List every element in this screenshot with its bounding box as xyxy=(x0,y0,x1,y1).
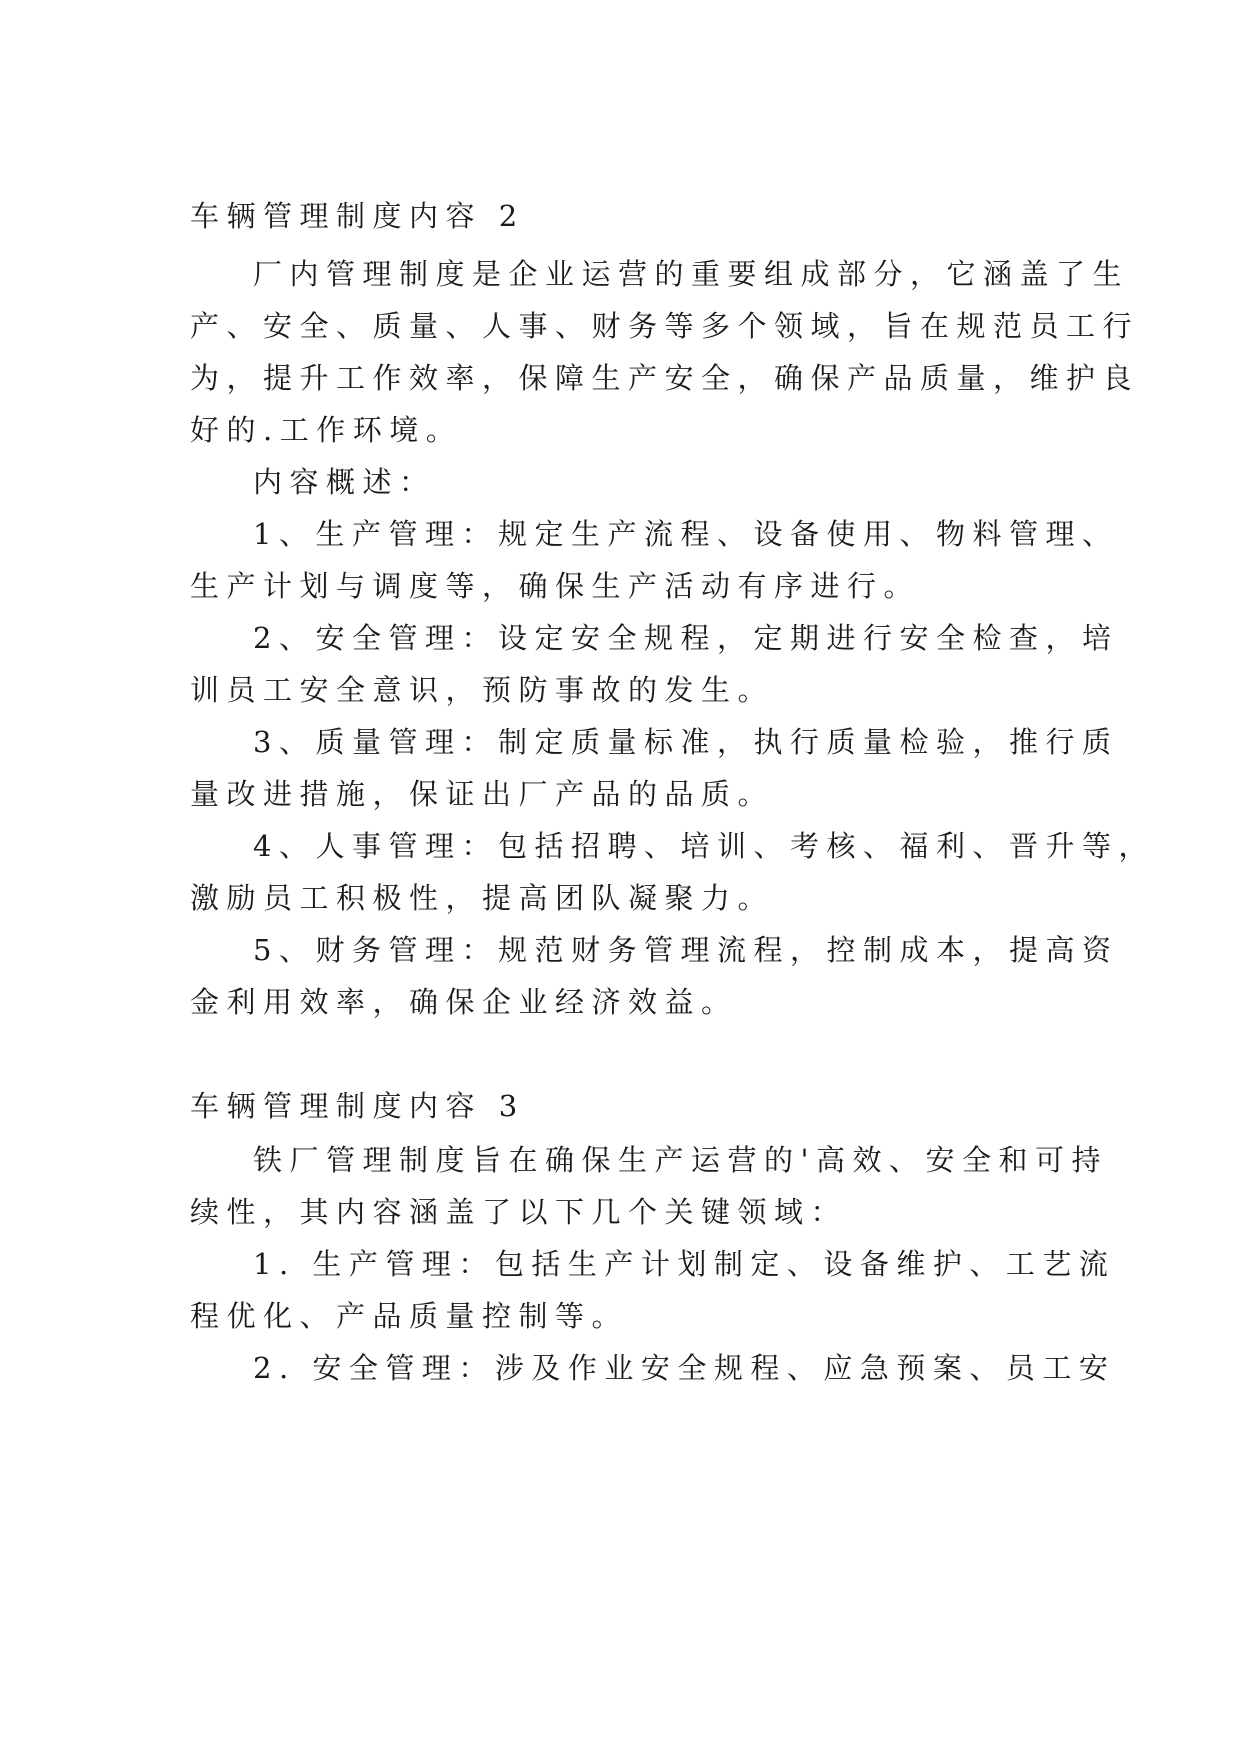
list-item-line: 1、生产管理：规定生产流程、设备使用、物料管理、 xyxy=(253,517,1119,551)
list-item-line: 生产计划与调度等，确保生产活动有序进行。 xyxy=(190,569,921,603)
list-item-line: 训员工安全意识，预防事故的发生。 xyxy=(190,673,775,707)
paragraph-line: 好的.工作环境。 xyxy=(190,413,463,447)
paragraph-line: 铁厂管理制度旨在确保生产运营的'高效、安全和可持 xyxy=(253,1143,1108,1177)
paragraph-line: 产、安全、质量、人事、财务等多个领域，旨在规范员工行 xyxy=(190,309,1140,343)
list-item-line: 程优化、产品质量控制等。 xyxy=(190,1299,629,1333)
list-item-line: 1. 生产管理：包括生产计划制定、设备维护、工艺流 xyxy=(253,1247,1116,1281)
list-item-line: 3、质量管理：制定质量标准，执行质量检验，推行质 xyxy=(253,725,1119,759)
section-heading: 车辆管理制度内容 2 xyxy=(190,199,525,233)
section-heading: 车辆管理制度内容 3 xyxy=(190,1089,525,1123)
paragraph-line: 续性，其内容涵盖了以下几个关键领域： xyxy=(190,1195,848,1229)
paragraph-line: 厂内管理制度是企业运营的重要组成部分，它涵盖了生 xyxy=(253,257,1130,291)
list-item-line: 量改进措施，保证出厂产品的品质。 xyxy=(190,777,775,811)
list-item-line: 5、财务管理：规范财务管理流程，控制成本，提高资 xyxy=(253,933,1119,967)
list-item-line: 2、安全管理：设定安全规程，定期进行安全检查，培 xyxy=(253,621,1119,655)
list-item-line: 2. 安全管理：涉及作业安全规程、应急预案、员工安 xyxy=(253,1351,1116,1385)
paragraph-line: 为，提升工作效率，保障生产安全，确保产品质量，维护良 xyxy=(190,361,1140,395)
list-item-line: 激励员工积极性，提高团队凝聚力。 xyxy=(190,881,775,915)
list-item-line: 金利用效率，确保企业经济效益。 xyxy=(190,985,738,1019)
paragraph-line: 内容概述： xyxy=(253,465,436,499)
list-item-line: 4、人事管理：包括招聘、培训、考核、福利、晋升等， xyxy=(253,829,1155,863)
